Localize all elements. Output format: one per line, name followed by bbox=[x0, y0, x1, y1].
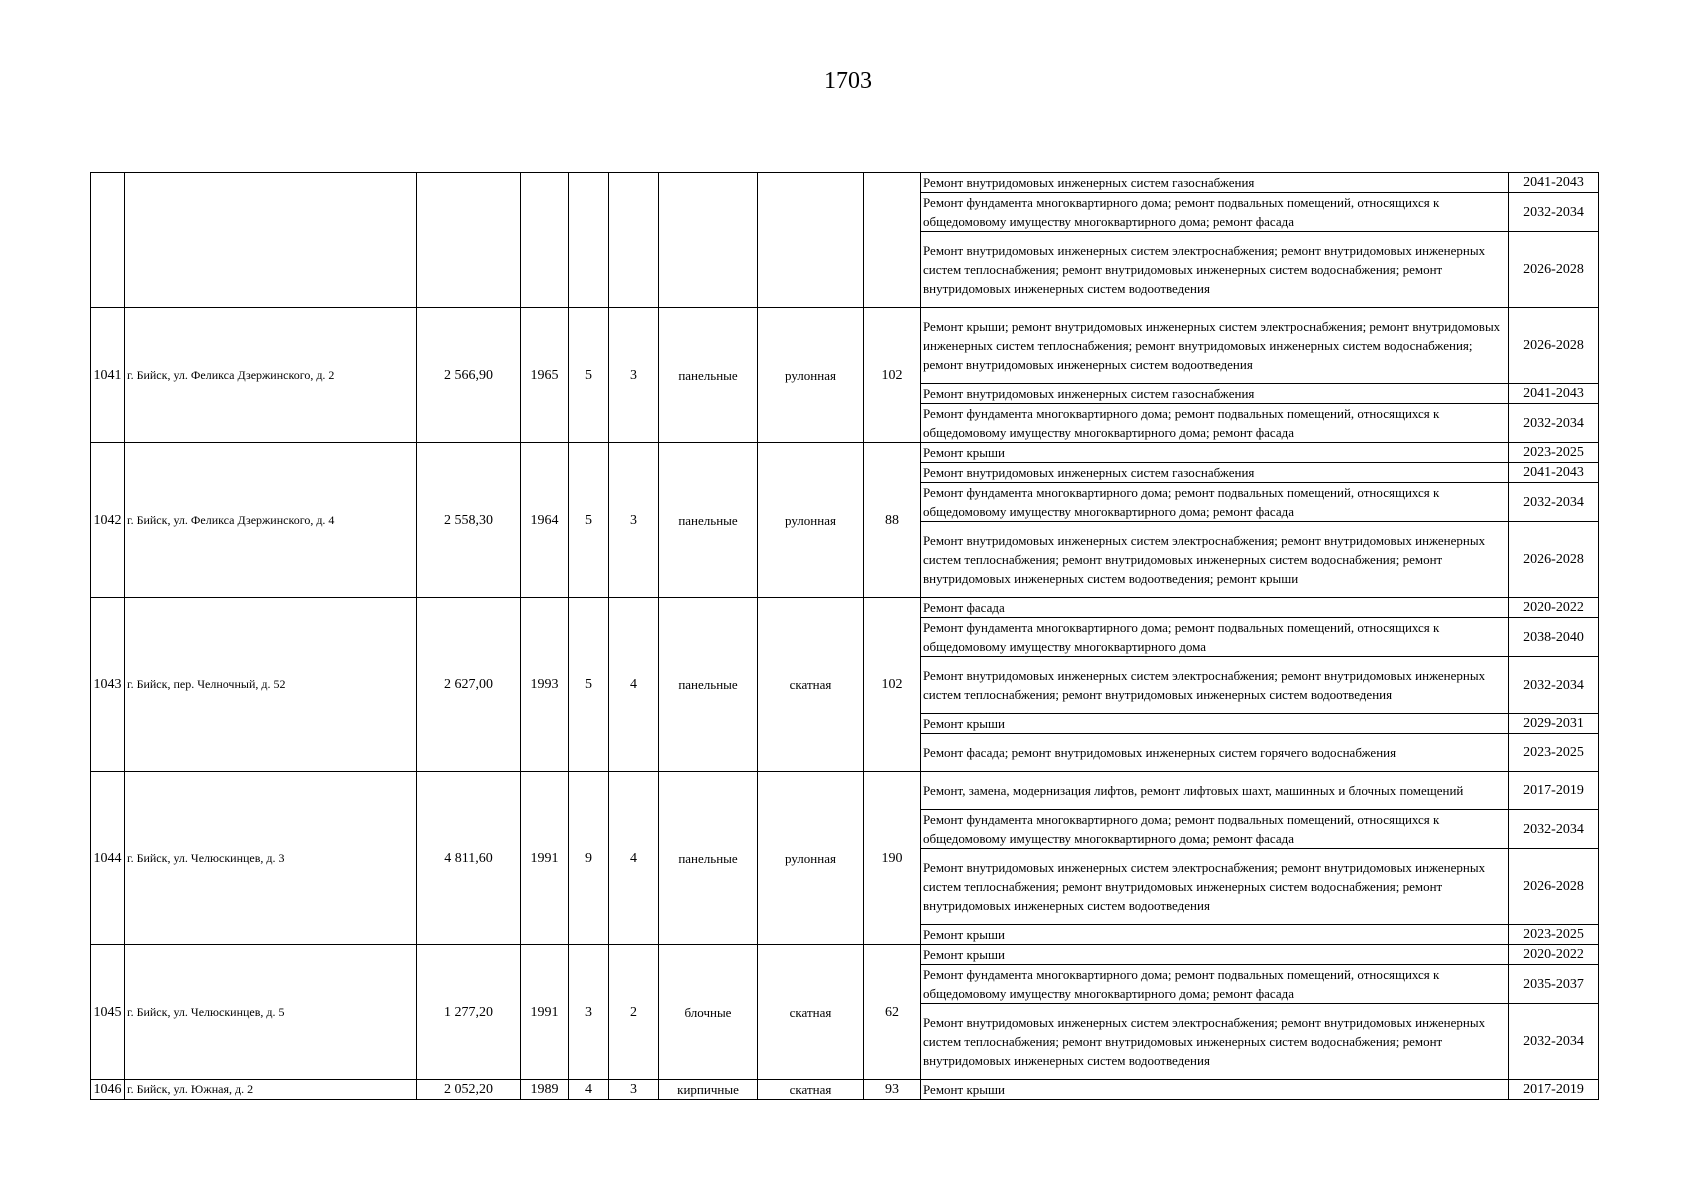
cell-entrances: 4 bbox=[609, 772, 659, 945]
cell-roof-type: рулонная bbox=[758, 308, 864, 443]
cell-period: 2041-2043 bbox=[1509, 173, 1599, 193]
cell-period: 2041-2043 bbox=[1509, 463, 1599, 483]
cell-roof-type: скатная bbox=[758, 1080, 864, 1100]
cell-number: 1041 bbox=[91, 308, 125, 443]
cell-address-empty bbox=[125, 173, 417, 308]
cell-address: г. Бийск, ул. Феликса Дзержинского, д. 4 bbox=[125, 443, 417, 598]
cell-work-type: Ремонт внутридомовых инженерных систем электроснабжения; ремонт внутридомовых инженерных систем теплоснабжения; ремонт внутридомовых инженерных систем водоснабжения; ремонт внутридомовых инженерных систем водоотведения bbox=[921, 1004, 1509, 1080]
cell-wall-material: панельные bbox=[659, 308, 758, 443]
cell-address: г. Бийск, пер. Челночный, д. 52 bbox=[125, 598, 417, 772]
cell-period: 2017-2019 bbox=[1509, 1080, 1599, 1100]
cell-period: 2023-2025 bbox=[1509, 443, 1599, 463]
cell-work-type: Ремонт внутридомовых инженерных систем газоснабжения bbox=[921, 173, 1509, 193]
cell-floors: 3 bbox=[569, 945, 609, 1080]
cell-residents: 102 bbox=[864, 308, 921, 443]
table-row bbox=[91, 443, 1599, 463]
cell-work-type: Ремонт фундамента многоквартирного дома; ремонт подвальных помещений, относящихся к общедомовому имуществу многоквартирного дома; ремонт фасада bbox=[921, 404, 1509, 443]
cell-wall-material: панельные bbox=[659, 443, 758, 598]
cell-work-type: Ремонт, замена, модернизация лифтов, ремонт лифтовых шахт, машинных и блочных помещений bbox=[921, 772, 1509, 810]
cell-year: 1964 bbox=[521, 443, 569, 598]
cell-period: 2032-2034 bbox=[1509, 657, 1599, 714]
cell-residents: 62 bbox=[864, 945, 921, 1080]
cell-work-type: Ремонт фасада bbox=[921, 598, 1509, 618]
cell-number-empty bbox=[91, 173, 125, 308]
cell-period: 2026-2028 bbox=[1509, 849, 1599, 925]
cell-floors: 5 bbox=[569, 598, 609, 772]
cell-floors-empty bbox=[569, 173, 609, 308]
cell-period: 2032-2034 bbox=[1509, 1004, 1599, 1080]
cell-address: г. Бийск, ул. Южная, д. 2 bbox=[125, 1080, 417, 1100]
cell-work-type: Ремонт крыши bbox=[921, 1080, 1509, 1100]
cell-period: 2035-2037 bbox=[1509, 965, 1599, 1004]
cell-area-empty bbox=[417, 173, 521, 308]
cell-number: 1043 bbox=[91, 598, 125, 772]
cell-roof-type: рулонная bbox=[758, 772, 864, 945]
cell-work-type: Ремонт крыши bbox=[921, 945, 1509, 965]
cell-period: 2041-2043 bbox=[1509, 384, 1599, 404]
cell-entrances: 3 bbox=[609, 443, 659, 598]
cell-work-type: Ремонт крыши bbox=[921, 714, 1509, 734]
cell-area: 2 627,00 bbox=[417, 598, 521, 772]
cell-number: 1046 bbox=[91, 1080, 125, 1100]
table-row bbox=[91, 308, 1599, 384]
cell-period: 2020-2022 bbox=[1509, 598, 1599, 618]
cell-number: 1045 bbox=[91, 945, 125, 1080]
table-row bbox=[91, 173, 1599, 193]
cell-year: 1991 bbox=[521, 772, 569, 945]
cell-work-type: Ремонт крыши; ремонт внутридомовых инженерных систем электроснабжения; ремонт внутридомовых инженерных систем теплоснабжения; ремонт внутридомовых инженерных систем водоснабжения; ремонт внутридомовых инженерных систем водоотведения bbox=[921, 308, 1509, 384]
cell-work-type: Ремонт фундамента многоквартирного дома; ремонт подвальных помещений, относящихся к общедомовому имуществу многоквартирного дома; ремонт фасада bbox=[921, 810, 1509, 849]
cell-walls-empty bbox=[659, 173, 758, 308]
cell-entrances: 3 bbox=[609, 308, 659, 443]
cell-roof-type: скатная bbox=[758, 598, 864, 772]
cell-entrances: 4 bbox=[609, 598, 659, 772]
cell-work-type: Ремонт фундамента многоквартирного дома; ремонт подвальных помещений, относящихся к общедомовому имуществу многоквартирного дома; ремонт фасада bbox=[921, 965, 1509, 1004]
cell-floors: 5 bbox=[569, 443, 609, 598]
cell-period: 2017-2019 bbox=[1509, 772, 1599, 810]
cell-number: 1042 bbox=[91, 443, 125, 598]
cell-entrances-empty bbox=[609, 173, 659, 308]
table-row bbox=[91, 1080, 1599, 1100]
cell-work-type: Ремонт крыши bbox=[921, 443, 1509, 463]
cell-address: г. Бийск, ул. Челюскинцев, д. 3 bbox=[125, 772, 417, 945]
cell-year: 1993 bbox=[521, 598, 569, 772]
cell-work-type: Ремонт фасада; ремонт внутридомовых инженерных систем горячего водоснабжения bbox=[921, 734, 1509, 772]
cell-address: г. Бийск, ул. Челюскинцев, д. 5 bbox=[125, 945, 417, 1080]
cell-period: 2023-2025 bbox=[1509, 734, 1599, 772]
cell-residents: 88 bbox=[864, 443, 921, 598]
table-row bbox=[91, 598, 1599, 618]
cell-roof-empty bbox=[758, 173, 864, 308]
page-number: 1703 bbox=[824, 68, 872, 94]
cell-wall-material: блочные bbox=[659, 945, 758, 1080]
table-row bbox=[91, 945, 1599, 965]
cell-roof-type: скатная bbox=[758, 945, 864, 1080]
cell-work-type: Ремонт внутридомовых инженерных систем электроснабжения; ремонт внутридомовых инженерных систем теплоснабжения; ремонт внутридомовых инженерных систем водоснабжения; ремонт внутридомовых инженерных систем водоотведения; ремонт крыши bbox=[921, 522, 1509, 598]
cell-address: г. Бийск, ул. Феликса Дзержинского, д. 2 bbox=[125, 308, 417, 443]
cell-residents: 102 bbox=[864, 598, 921, 772]
cell-area: 1 277,20 bbox=[417, 945, 521, 1080]
cell-floors: 5 bbox=[569, 308, 609, 443]
table-body bbox=[91, 173, 1599, 1100]
cell-residents: 93 bbox=[864, 1080, 921, 1100]
cell-period: 2026-2028 bbox=[1509, 232, 1599, 308]
cell-period: 2020-2022 bbox=[1509, 945, 1599, 965]
cell-work-type: Ремонт внутридомовых инженерных систем электроснабжения; ремонт внутридомовых инженерных систем теплоснабжения; ремонт внутридомовых инженерных систем водоотведения bbox=[921, 657, 1509, 714]
cell-year: 1965 bbox=[521, 308, 569, 443]
cell-period: 2032-2034 bbox=[1509, 810, 1599, 849]
cell-period: 2023-2025 bbox=[1509, 925, 1599, 945]
cell-period: 2026-2028 bbox=[1509, 308, 1599, 384]
cell-period: 2029-2031 bbox=[1509, 714, 1599, 734]
cell-wall-material: панельные bbox=[659, 598, 758, 772]
cell-work-type: Ремонт фундамента многоквартирного дома; ремонт подвальных помещений, относящихся к общедомовому имуществу многоквартирного дома; ремонт фасада bbox=[921, 193, 1509, 232]
cell-work-type: Ремонт внутридомовых инженерных систем газоснабжения bbox=[921, 463, 1509, 483]
cell-area: 4 811,60 bbox=[417, 772, 521, 945]
cell-year-empty bbox=[521, 173, 569, 308]
table-row bbox=[91, 772, 1599, 810]
cell-period: 2032-2034 bbox=[1509, 483, 1599, 522]
cell-work-type: Ремонт внутридомовых инженерных систем электроснабжения; ремонт внутридомовых инженерных систем теплоснабжения; ремонт внутридомовых инженерных систем водоснабжения; ремонт внутридомовых инженерных систем водоотведения bbox=[921, 849, 1509, 925]
cell-area: 2 566,90 bbox=[417, 308, 521, 443]
cell-work-type: Ремонт фундамента многоквартирного дома; ремонт подвальных помещений, относящихся к общедомовому имуществу многоквартирного дома; ремонт фасада bbox=[921, 483, 1509, 522]
cell-work-type: Ремонт внутридомовых инженерных систем электроснабжения; ремонт внутридомовых инженерных систем теплоснабжения; ремонт внутридомовых инженерных систем водоснабжения; ремонт внутридомовых инженерных систем водоотведения bbox=[921, 232, 1509, 308]
cell-period: 2032-2034 bbox=[1509, 404, 1599, 443]
cell-area: 2 558,30 bbox=[417, 443, 521, 598]
cell-period: 2038-2040 bbox=[1509, 618, 1599, 657]
cell-area: 2 052,20 bbox=[417, 1080, 521, 1100]
cell-residents: 190 bbox=[864, 772, 921, 945]
cell-number: 1044 bbox=[91, 772, 125, 945]
cell-work-type: Ремонт крыши bbox=[921, 925, 1509, 945]
cell-work-type: Ремонт внутридомовых инженерных систем газоснабжения bbox=[921, 384, 1509, 404]
cell-entrances: 3 bbox=[609, 1080, 659, 1100]
repair-program-table bbox=[90, 172, 1599, 1100]
cell-period: 2032-2034 bbox=[1509, 193, 1599, 232]
cell-residents-empty bbox=[864, 173, 921, 308]
cell-wall-material: кирпичные bbox=[659, 1080, 758, 1100]
cell-roof-type: рулонная bbox=[758, 443, 864, 598]
cell-floors: 4 bbox=[569, 1080, 609, 1100]
cell-entrances: 2 bbox=[609, 945, 659, 1080]
cell-year: 1989 bbox=[521, 1080, 569, 1100]
cell-period: 2026-2028 bbox=[1509, 522, 1599, 598]
cell-wall-material: панельные bbox=[659, 772, 758, 945]
cell-work-type: Ремонт фундамента многоквартирного дома; ремонт подвальных помещений, относящихся к общедомовому имуществу многоквартирного дома bbox=[921, 618, 1509, 657]
cell-year: 1991 bbox=[521, 945, 569, 1080]
cell-floors: 9 bbox=[569, 772, 609, 945]
